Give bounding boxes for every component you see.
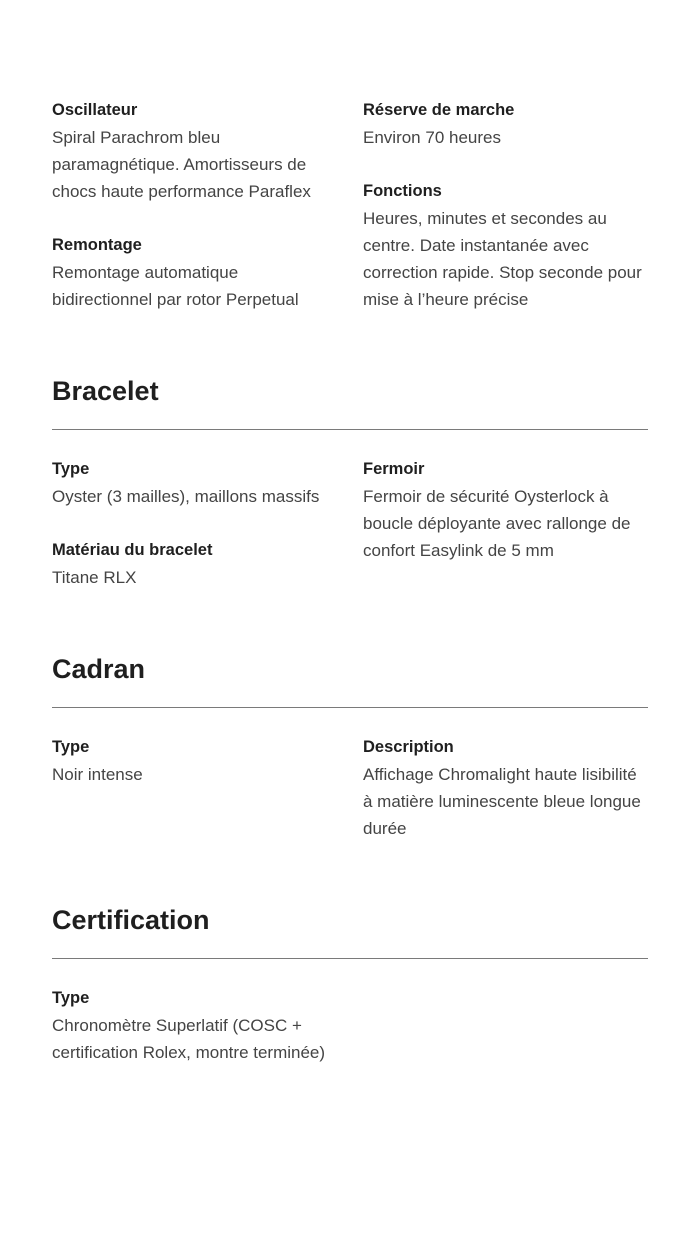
section-title-certification: Certification (52, 905, 210, 935)
spec-reserve-de-marche (363, 97, 648, 151)
spec-label: Type (52, 989, 90, 1007)
spec-label: Fonctions (363, 182, 442, 200)
certification-left-column (52, 985, 337, 1066)
spec-label: Description (363, 738, 454, 756)
certification-right-column (363, 985, 648, 1066)
spec-oscillateur (52, 97, 337, 205)
spec-label: Oscillateur (52, 101, 138, 119)
section-divider (52, 429, 648, 430)
movement-left-column (52, 97, 337, 313)
movement-specs-grid (52, 97, 648, 313)
section-divider (52, 707, 648, 708)
spec-label: Type (52, 460, 90, 478)
spec-description (363, 734, 648, 842)
spec-remontage (52, 232, 337, 313)
spec-value: Titane RLX (52, 568, 137, 587)
spec-label: Réserve de marche (363, 101, 515, 119)
cadran-right-column (363, 734, 648, 842)
spec-value: Noir intense (52, 765, 143, 784)
spec-fonctions (363, 178, 648, 313)
spec-value: Remontage automatique bidirectionnel par rotor Perpetual (52, 263, 299, 309)
spec-label: Matériau du bracelet (52, 541, 213, 559)
spec-type (52, 985, 337, 1066)
spec-value: Affichage Chromalight haute lisibilité à matière luminescente bleue longue durée (363, 765, 641, 838)
spec-value: Environ 70 heures (363, 128, 501, 147)
cadran-specs-grid (52, 734, 648, 842)
section-title-bracelet: Bracelet (52, 376, 159, 406)
movement-right-column (363, 97, 648, 313)
bracelet-left-column (52, 456, 337, 591)
bracelet-right-column (363, 456, 648, 591)
bracelet-specs-grid (52, 456, 648, 591)
spec-materiau-du-bracelet (52, 537, 337, 591)
spec-label: Type (52, 738, 90, 756)
spec-value: Heures, minutes et secondes au centre. Date instantanée avec correction rapide. Stop seconde pour mise à l’heure précise (363, 209, 642, 309)
spec-value: Fermoir de sécurité Oysterlock à boucle déployante avec rallonge de confort Easylink de 5 mm (363, 487, 631, 560)
spec-type (52, 734, 337, 788)
section-divider (52, 958, 648, 959)
spec-fermoir (363, 456, 648, 564)
spec-type (52, 456, 337, 510)
cadran-left-column (52, 734, 337, 842)
certification-specs-grid (52, 985, 648, 1066)
spec-label: Remontage (52, 236, 142, 254)
spec-label: Fermoir (363, 460, 425, 478)
section-title-cadran: Cadran (52, 654, 146, 684)
spec-value: Chronomètre Superlatif (COSC + certification Rolex, montre terminée) (52, 1016, 326, 1062)
spec-value: Spiral Parachrom bleu paramagnétique. Amortisseurs de chocs haute performance Paraflex (52, 128, 311, 201)
spec-value: Oyster (3 mailles), maillons massifs (52, 487, 320, 506)
